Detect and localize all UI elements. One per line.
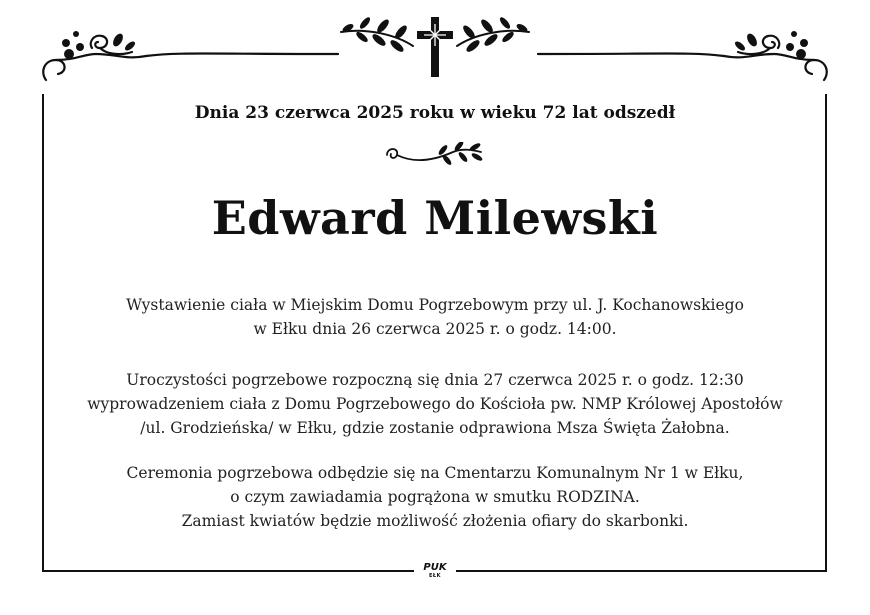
text-line: Wystawienie ciała w Miejskim Domu Pogrzebowym przy ul. J. Kochanowskiego (126, 296, 744, 314)
funeral-ceremony-paragraph (0, 368, 870, 440)
leaf-divider-icon (385, 142, 485, 168)
frame-bottom-border-right (456, 570, 827, 572)
text-line: w Ełku dnia 26 czerwca 2025 r. o godz. 14:00. (253, 320, 617, 338)
frame-bottom-border-left (42, 570, 414, 572)
flourish-scroll-icon (36, 18, 376, 88)
text-line: o czym zawiadamia pogrążona w smutku RODZINA. (230, 488, 640, 506)
cross-with-rays-icon (335, 12, 535, 82)
text-line: /ul. Grodzieńska/ w Ełku, gdzie zostanie odprawiona Msza Święta Żałobna. (140, 419, 730, 437)
text-line: Zamiast kwiatów będzie możliwość złożenia ofiary do skarbonki. (181, 512, 689, 530)
flourish-scroll-icon (494, 18, 834, 88)
logo-main-text: PUK (423, 562, 447, 573)
text-line: Ceremonia pogrzebowa odbędzie się na Cmentarzu Komunalnym Nr 1 w Ełku, (126, 464, 744, 482)
puk-logo (416, 563, 454, 579)
text-line: Uroczystości pogrzebowe rozpoczną się dnia 27 czerwca 2025 r. o godz. 12:30 (126, 371, 744, 389)
text-line: wyprowadzeniem ciała z Domu Pogrzebowego do Kościoła pw. NMP Królowej Apostołów (87, 395, 783, 413)
viewing-paragraph (0, 293, 870, 341)
death-announcement-headline: Dnia 23 czerwca 2025 roku w wieku 72 lat odszedł (194, 103, 676, 123)
logo-sub-text: EŁK (428, 573, 441, 579)
burial-paragraph (0, 461, 870, 533)
deceased-name: Edward Milewski (211, 191, 659, 245)
